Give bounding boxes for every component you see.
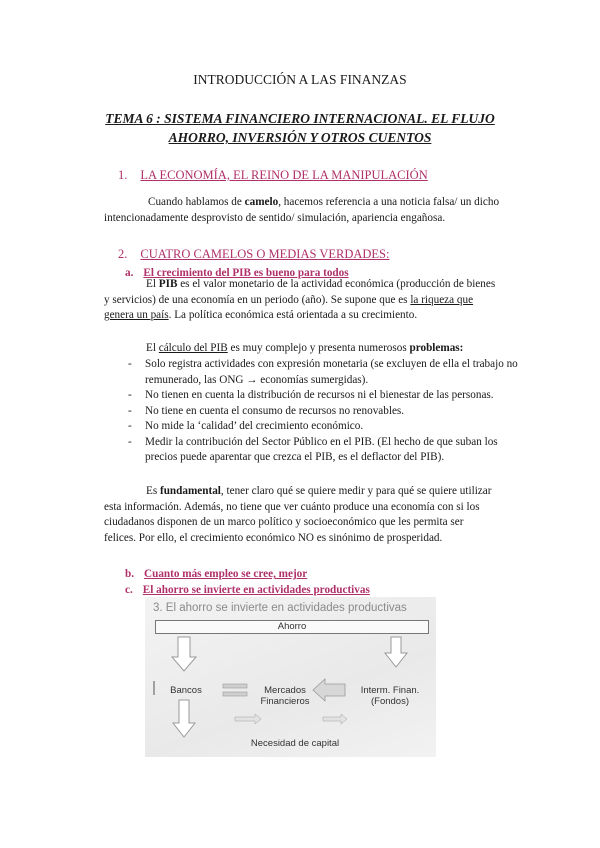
underlined-text: genera un país xyxy=(104,309,169,321)
bold-term-pib: PIB xyxy=(158,278,178,290)
subsection-c-letter: c. xyxy=(125,584,133,596)
list-item: - Medir la contribución del Sector Público en el PIB. (El hecho de que suban los precios puede aparentar que crezca el PIB, es el deflactor del PIB). xyxy=(128,435,530,466)
small-arrow-right-icon xyxy=(323,714,347,724)
bold-term-camelo: camelo xyxy=(244,196,279,208)
fundamental-paragraph xyxy=(104,484,528,546)
text-line: ciudadanos disponen de un marco político y socioeconómico que les permita ser xyxy=(104,516,464,528)
text-run: es muy complejo y presenta numerosos xyxy=(227,342,410,354)
text-run: , hacemos referencia a una noticia falsa/ un dicho xyxy=(278,196,500,208)
subsection-b-title: Cuanto más empleo se cree, mejor xyxy=(144,568,308,580)
section-2-number: 2. xyxy=(118,247,128,261)
pib-calculation-intro xyxy=(146,341,526,357)
underlined-text: la riqueza que xyxy=(410,293,474,306)
text-run: . La política económica está orientada a su crecimiento. xyxy=(168,309,418,321)
diagram-title: 3. El ahorro se invierte en actividades productivas xyxy=(153,602,407,614)
text-run: Es xyxy=(146,485,160,497)
section-2-title: CUATRO CAMELOS O MEDIAS VERDADES: xyxy=(140,247,390,261)
intermediarios-line-1: Interm. Finan. xyxy=(360,685,420,696)
subtitle-line-1: TEMA 6 : SISTEMA FINANCIERO INTERNACIONAL. EL FLUJO xyxy=(105,111,495,126)
text-run: Cuando hablamos de xyxy=(148,196,245,208)
diagram-bancos-label: Bancos xyxy=(170,685,202,696)
arrow-down-right-top-icon xyxy=(385,637,407,667)
subsection-a-letter: a. xyxy=(125,267,134,279)
text-run: El xyxy=(146,278,159,290)
small-arrow-left-icon xyxy=(235,714,261,724)
list-item: - No tiene en cuenta el consumo de recursos no renovables. xyxy=(128,404,530,420)
section-1-paragraph xyxy=(104,195,524,226)
intermediarios-line-2: (Fondos) xyxy=(370,696,409,707)
text-run: El xyxy=(146,342,159,354)
list-item: - No mide la ‘calidad’ del crecimiento económico. xyxy=(128,419,530,435)
diagram-intermediarios-label xyxy=(351,685,429,707)
diagram-mercados-label xyxy=(253,685,317,707)
diagram-ahorro-bar: Ahorro xyxy=(155,620,429,634)
underlined-text: cálculo del PIB xyxy=(158,342,228,354)
subsection-a-title: El crecimiento del PIB es bueno para todos xyxy=(143,267,349,279)
text-run: , tener claro qué se quiere medir y para qué se quiere utilizar xyxy=(220,485,492,497)
savings-flow-diagram xyxy=(145,597,436,757)
arrow-left-icon xyxy=(313,679,345,701)
bold-term-problemas: problemas: xyxy=(409,342,464,354)
section-2-heading xyxy=(118,245,389,263)
diagram-necesidad-label: Necesidad de capital xyxy=(250,738,340,749)
text-line: intencionadamente desprovisto de sentido/ simulación, apariencia engañosa. xyxy=(104,211,446,224)
text-run: es el valor monetario de la actividad económica (producción de bienes xyxy=(177,278,496,290)
text-line: esta información. Además, no tiene que ver cuánto produce una economía con si los xyxy=(104,500,480,513)
document-subtitle xyxy=(60,109,540,147)
list-item: - No tienen en cuenta la distribución de recursos ni el bienestar de las personas. xyxy=(128,388,530,404)
section-1-number: 1. xyxy=(118,168,128,182)
document-title: INTRODUCCIÓN A LAS FINANZAS xyxy=(193,72,407,87)
text-run: y servicios) de una economía en un periodo (año). Se supone que es xyxy=(104,293,411,306)
subsection-b-letter: b. xyxy=(125,568,135,580)
equal-arrow-top-icon xyxy=(223,684,247,688)
equal-arrow-bottom-icon xyxy=(223,692,247,696)
bold-term-fundamental: fundamental xyxy=(159,485,221,497)
list-item: - Solo registra actividades con expresión monetaria (se excluyen de ella el trabajo no remunerado, las ONG → economías sumergidas). xyxy=(128,357,530,388)
subsection-c-title: El ahorro se invierte en actividades productivas xyxy=(142,584,370,596)
section-1-heading xyxy=(118,166,428,184)
subtitle-line-2: AHORRO, INVERSIÓN Y OTROS CUENTOS xyxy=(168,130,432,145)
problems-list xyxy=(128,357,530,466)
section-1-title: LA ECONOMÍA, EL REINO DE LA MANIPULACIÓN xyxy=(140,168,428,182)
mercados-line-2: Financieros xyxy=(260,696,310,707)
pib-definition-paragraph xyxy=(104,277,524,324)
diagram-arrows xyxy=(145,597,436,757)
arrow-down-left-bottom-icon xyxy=(173,700,195,737)
subsection-c-heading xyxy=(125,580,370,598)
arrow-down-left-top-icon xyxy=(172,637,196,671)
text-line: felices. Por ello, el crecimiento económico NO es sinónimo de prosperidad. xyxy=(104,531,443,544)
mercados-line-1: Mercados xyxy=(264,685,306,696)
